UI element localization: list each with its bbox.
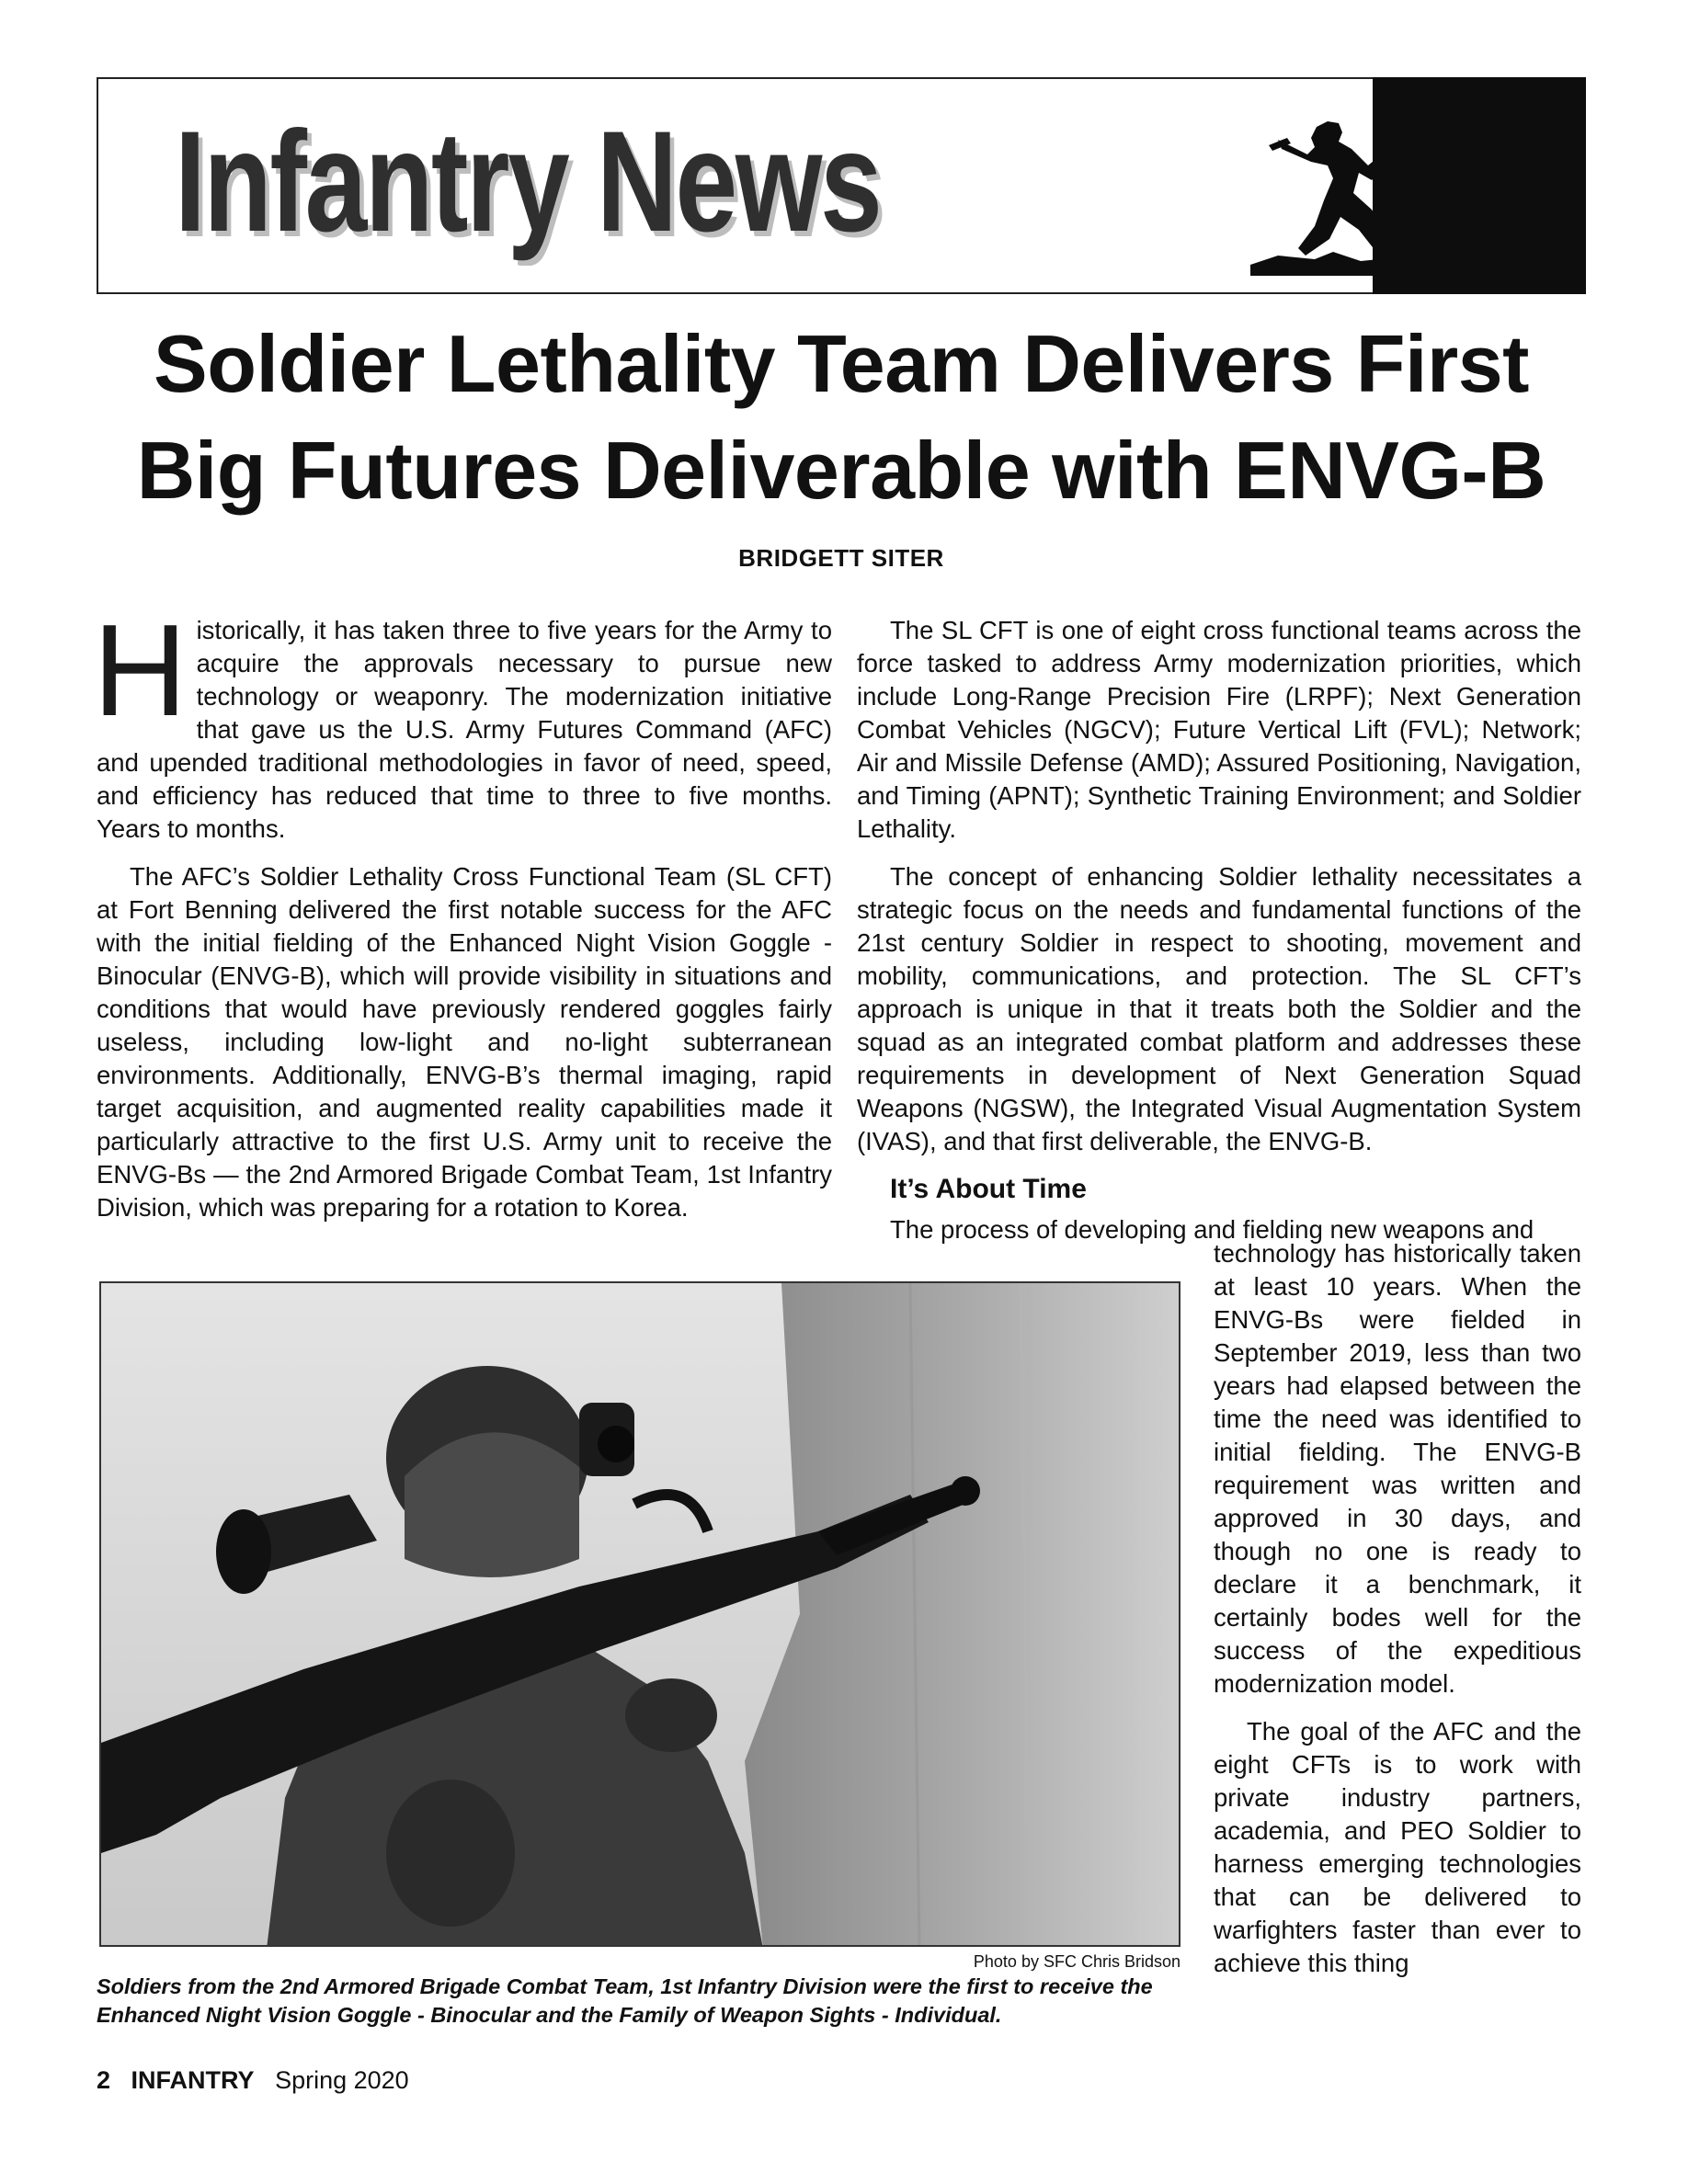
soldier-photo (99, 1281, 1180, 1947)
masthead-title: Infantry News (175, 102, 881, 262)
narrow-column (1214, 1237, 1581, 1995)
section-heading: It’s About Time (890, 1174, 1087, 1204)
paragraph-2: The AFC’s Soldier Lethality Cross Functional Team (SL CFT) at Fort Benning delivered the first notable success for the AFC with the initial fielding of the Enhanced Night Vision Goggle - Binocular (ENVG-B), which will provide visibility in situations and conditions that would have previously rendered goggles fairly useless, including low-light and no-light subterranean environments. Additionally, ENVG-B’s thermal imaging, rapid target acquisition, and augmented reality capabilities made it particularly attractive to the first U.S. Army unit to receive the ENVG-Bs — the 2nd Armored Brigade Combat Team, 1st Infantry Division, which was preparing for a rotation to Korea. (97, 862, 832, 1222)
paragraph-1 (93, 597, 832, 846)
headline-line-2: Big Futures Deliverable with ENVG-B (136, 425, 1546, 516)
drop-cap: H (93, 597, 188, 744)
paragraph-6: The goal of the AFC and the eight CFTs is to work with private industry partners, academia, and PEO Soldier to harness emerging technologies that can be delivered to warfighters faster than ever to achieve this thing (1214, 1717, 1581, 1977)
article-headline (97, 311, 1586, 524)
page-number: 2 (97, 2066, 111, 2094)
paragraph-5-continued: technology has historically taken at least 10 years. When the ENVG-Bs were fielded in September 2019, less than two years had elapsed between the time the need was identified to initial fielding. The ENVG-B requirement was written and approved in 30 days, and though no one is ready to declare it a benchmark, it certainly bodes well for the success of the expeditious modernization model. (1214, 1239, 1581, 1698)
paragraph-4: The concept of enhancing Soldier lethality necessitates a strategic focus on the needs and fundamental functions of the 21st century Soldier in respect to shooting, movement and mobility, communications, and protection. The SL CFT’s approach is unique in that it treats both the Soldier and the squad as an integrated combat platform and addresses these requirements in development of Next Generation Squad Weapons (NGSW), the Integrated Visual Augmentation System (IVAS), and that first deliverable, the ENVG-B. (857, 862, 1581, 1155)
page-footer (97, 2066, 409, 2095)
publication-name: INFANTRY (131, 2066, 255, 2094)
soldier-photo-illustration (101, 1283, 1180, 1947)
headline-line-1: Soldier Lethality Team Delivers First (154, 318, 1529, 409)
paragraph-5-first-line: The process of developing and fielding new weapons and (890, 1215, 1534, 1244)
soldier-silhouette-icon (1250, 101, 1443, 276)
left-column (93, 597, 832, 1239)
photo-caption: Soldiers from the 2nd Armored Brigade Combat Team, 1st Infantry Division were the first to receive the Enhanced Night Vision Goggle - Binocular and the Family of Weapon Sights - Individual. (97, 1974, 1153, 2027)
byline: BRIDGETT SITER (738, 544, 944, 572)
paragraph-3: The SL CFT is one of eight cross functional teams across the force tasked to address Army modernization priorities, which include Long-Range Precision Fire (LRPF); Next Generation Combat Vehicles (NGCV); Future Vertical Lift (FVL); Network; Air and Missile Defense (AMD); Assured Positioning, Navigation, and Timing (APNT); Synthetic Training Environment; and Soldier Lethality. (857, 616, 1581, 843)
photo-credit: Photo by SFC Chris Bridson (973, 1952, 1180, 1971)
paragraph-1-text: istorically, it has taken three to five years for the Army to acquire the approvals necessary to pursue new technology or weaponry. The modernization initiative that gave us the U.S. Army Futures Command (AFC) and upended traditional methodologies in favor of need, speed, and efficiency has reduced that time to three to five months. Years to months. (97, 616, 832, 843)
right-column (857, 614, 1581, 1246)
issue-date: Spring 2020 (275, 2066, 409, 2094)
